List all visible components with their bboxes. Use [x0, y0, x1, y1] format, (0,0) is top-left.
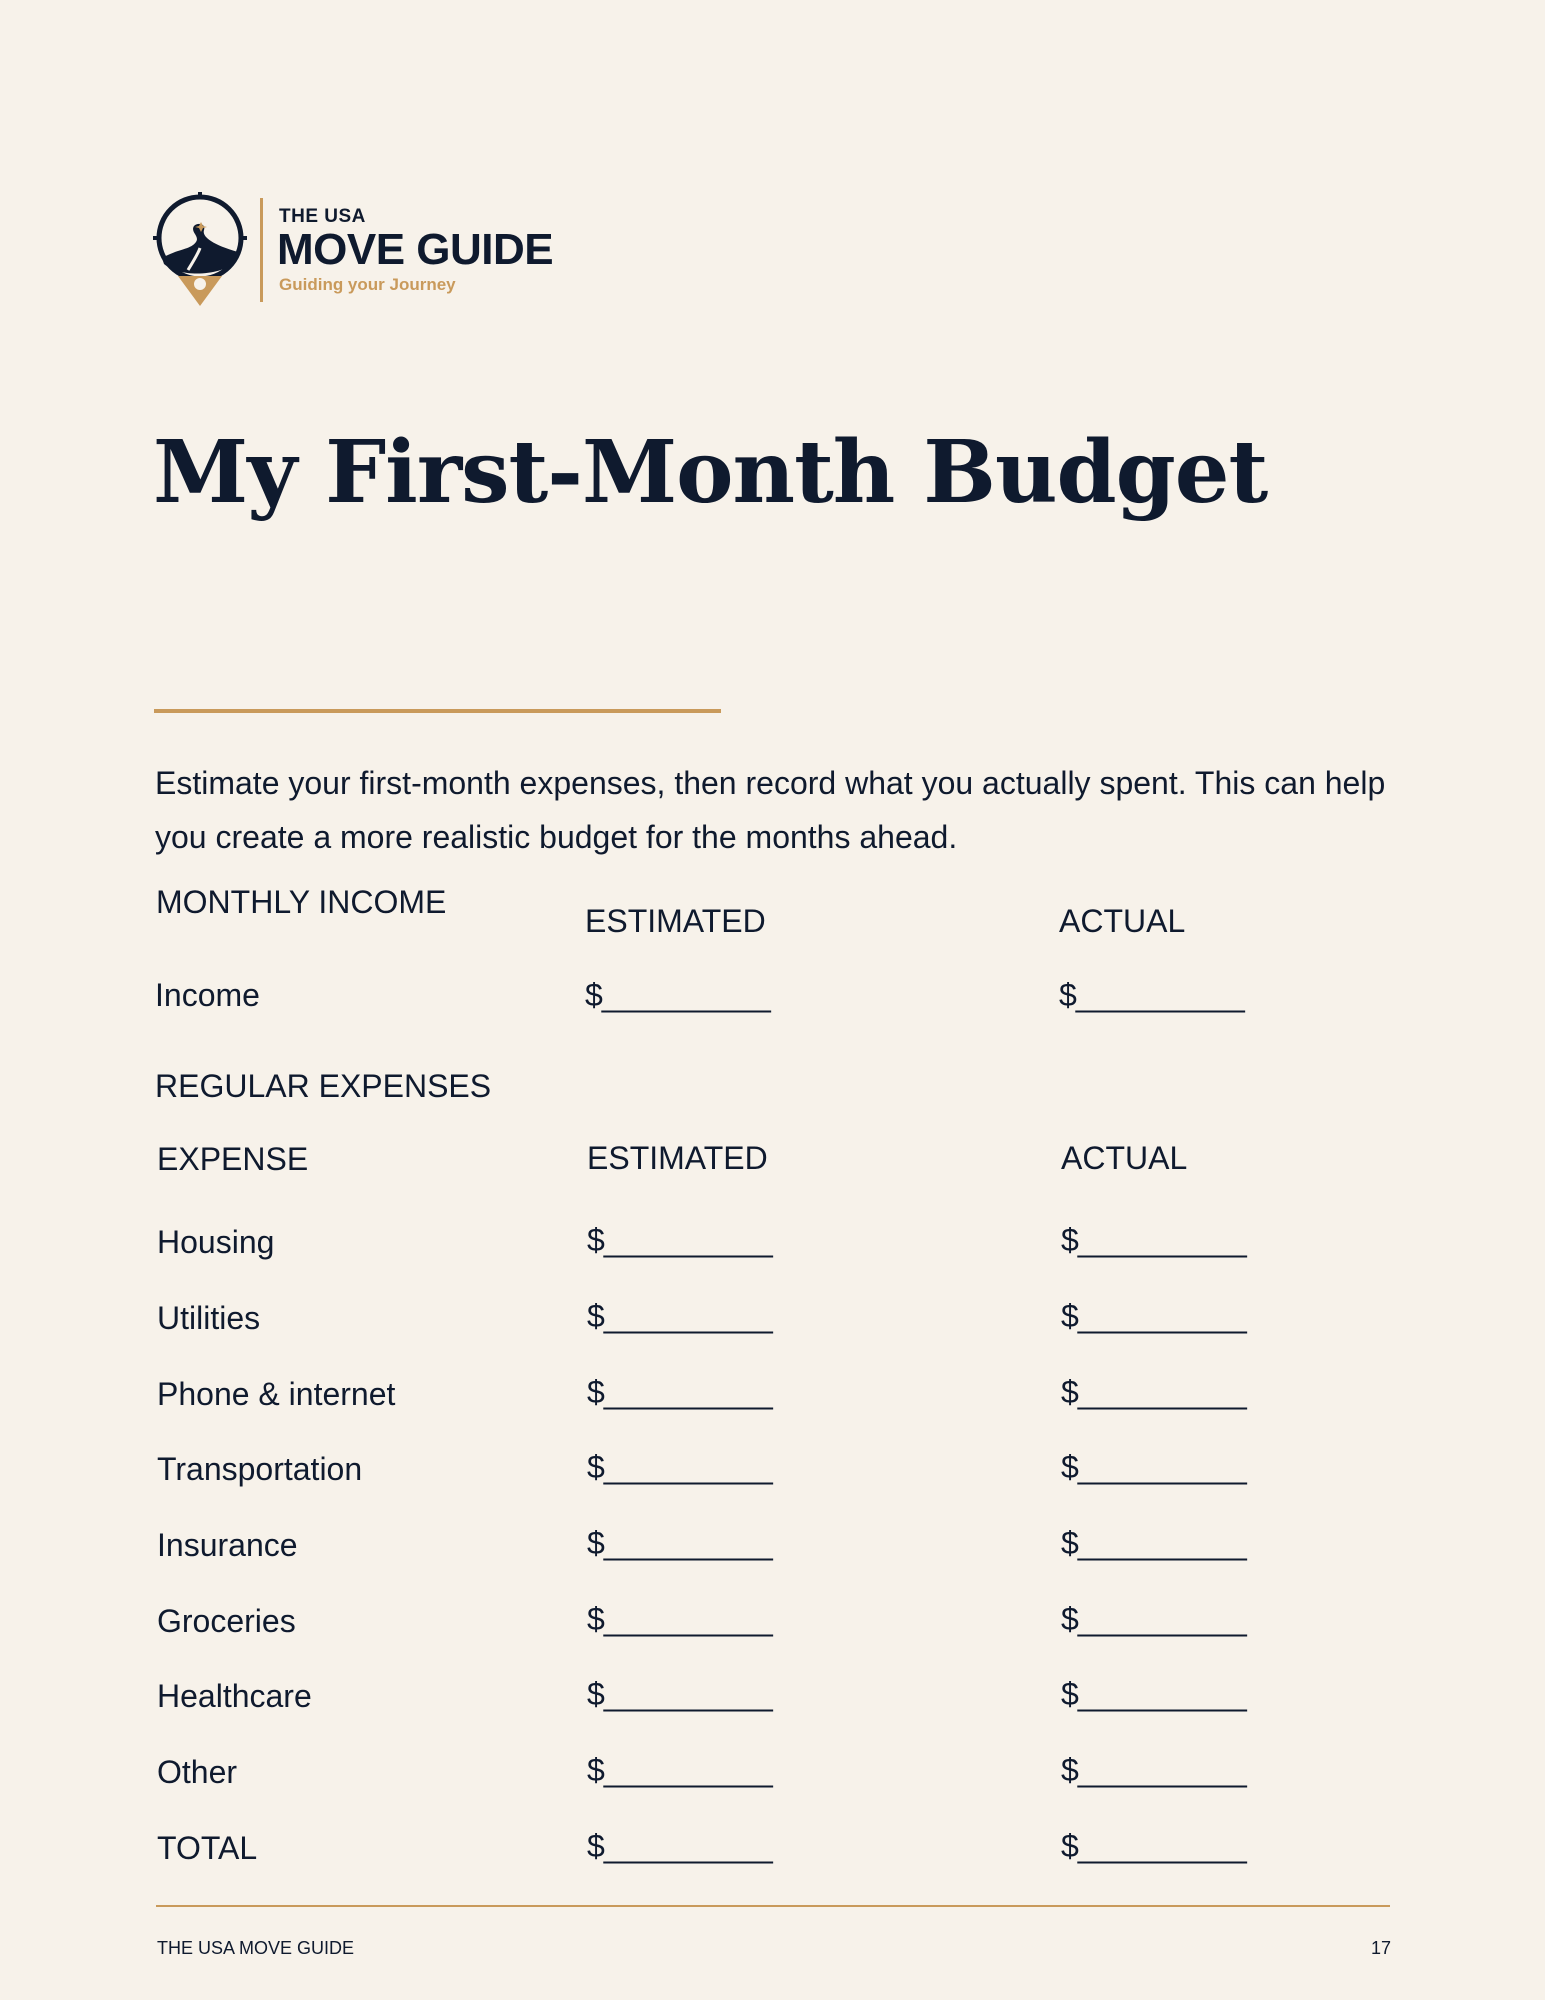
- expense-estimated-field[interactable]: $__________: [587, 1374, 772, 1410]
- logo-pre-title: THE USA: [279, 206, 366, 227]
- expense-actual-field[interactable]: $__________: [1061, 1676, 1246, 1712]
- income-estimated-field[interactable]: $__________: [585, 977, 770, 1013]
- expense-row-label: Other: [157, 1754, 238, 1790]
- intro-paragraph: Estimate your first-month expenses, then record what you actually spent. This can help you create a more realistic budget for the months ahead.: [155, 765, 1386, 855]
- expense-row-label: Phone & internet: [157, 1376, 396, 1412]
- income-row-label: Income: [155, 977, 260, 1013]
- expense-estimated-field[interactable]: $__________: [587, 1601, 772, 1637]
- expenses-col-expense: EXPENSE: [157, 1141, 309, 1177]
- expense-estimated-field[interactable]: $__________: [587, 1525, 772, 1561]
- expense-row-label: Healthcare: [157, 1678, 312, 1714]
- footer-divider: [156, 1905, 1390, 1907]
- income-col-estimated: ESTIMATED: [585, 903, 766, 939]
- footer-brand: THE USA MOVE GUIDE: [157, 1938, 355, 1958]
- compass-road-pin-icon: [150, 192, 250, 308]
- logo-divider: [260, 198, 263, 302]
- income-actual-field[interactable]: $__________: [1059, 977, 1244, 1013]
- total-actual-field[interactable]: $__________: [1061, 1828, 1246, 1864]
- expense-estimated-field[interactable]: $__________: [587, 1752, 772, 1788]
- expense-actual-field[interactable]: $__________: [1061, 1525, 1246, 1561]
- total-estimated-field[interactable]: $__________: [587, 1828, 772, 1864]
- income-section-heading: MONTHLY INCOME: [156, 884, 447, 920]
- expense-actual-field[interactable]: $__________: [1061, 1298, 1246, 1334]
- expense-actual-field[interactable]: $__________: [1061, 1374, 1246, 1410]
- title-underline: [154, 709, 721, 713]
- page-number: 17: [1370, 1938, 1391, 1958]
- expense-actual-field[interactable]: $__________: [1061, 1752, 1246, 1788]
- expense-row-label: Housing: [157, 1224, 275, 1260]
- expense-estimated-field[interactable]: $__________: [587, 1449, 772, 1485]
- expenses-col-actual: ACTUAL: [1061, 1140, 1188, 1176]
- expense-row-label: Utilities: [157, 1300, 261, 1336]
- expense-estimated-field[interactable]: $__________: [587, 1298, 772, 1334]
- expense-actual-field[interactable]: $__________: [1061, 1449, 1246, 1485]
- expense-estimated-field[interactable]: $__________: [587, 1222, 772, 1258]
- expenses-section-heading: REGULAR EXPENSES: [155, 1068, 492, 1104]
- expense-actual-field[interactable]: $__________: [1061, 1601, 1246, 1637]
- page-title: My First-Month Budget: [153, 422, 1268, 523]
- logo-tagline: Guiding your Journey: [279, 275, 456, 294]
- expense-actual-field[interactable]: $__________: [1061, 1222, 1246, 1258]
- expense-row-label: Groceries: [157, 1603, 296, 1639]
- expense-row-label: Insurance: [157, 1527, 298, 1563]
- expenses-col-estimated: ESTIMATED: [587, 1140, 768, 1176]
- expense-row-label: Transportation: [157, 1451, 363, 1487]
- total-row-label: TOTAL: [157, 1830, 258, 1866]
- logo-main-title: MOVE GUIDE: [277, 225, 554, 274]
- expense-estimated-field[interactable]: $__________: [587, 1676, 772, 1712]
- income-col-actual: ACTUAL: [1059, 903, 1186, 939]
